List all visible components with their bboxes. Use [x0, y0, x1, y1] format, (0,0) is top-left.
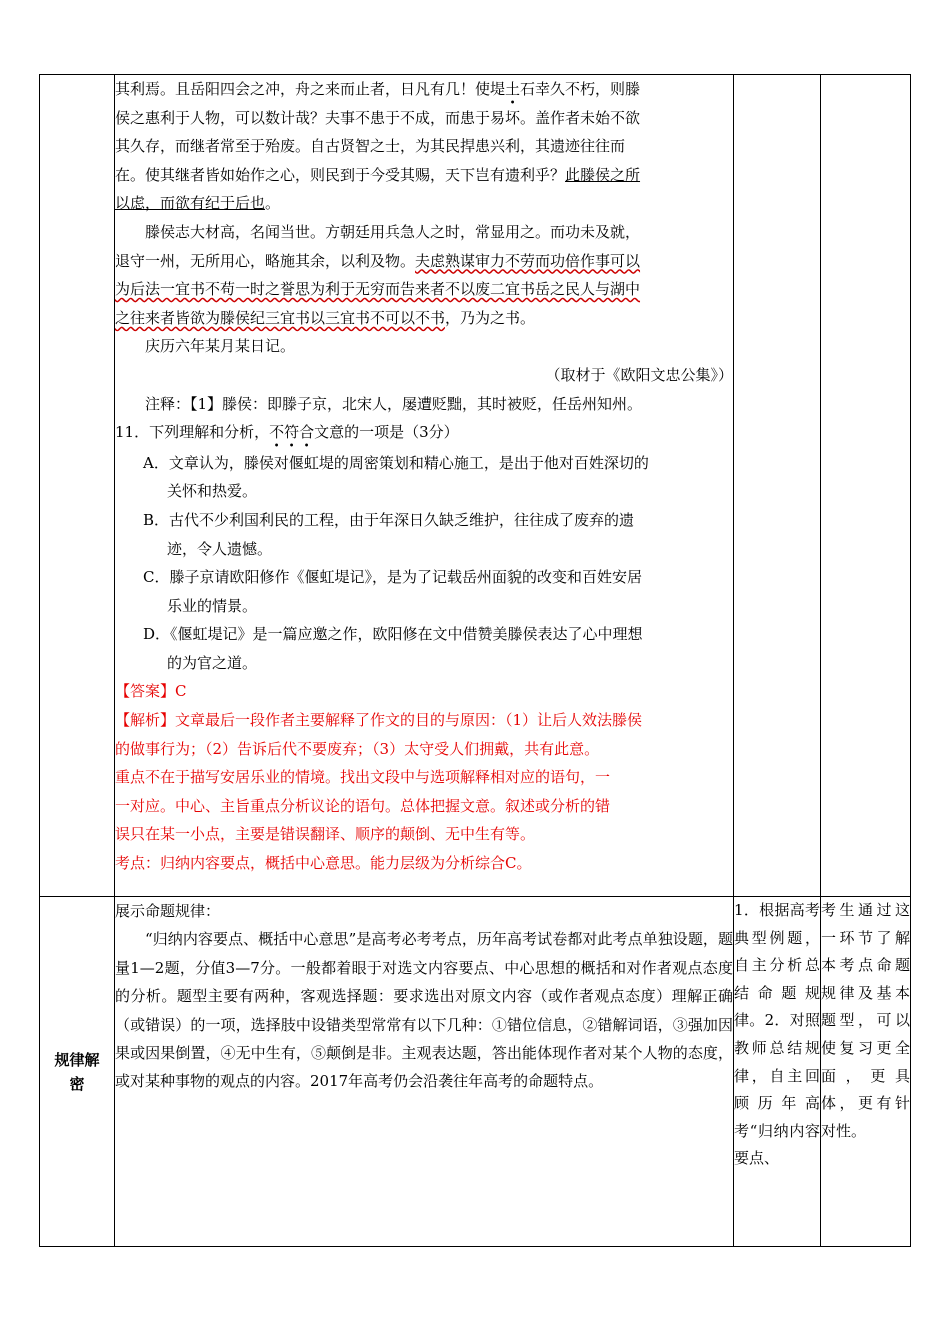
passage-line: 其久存，而继者常至于殆废。自古贤智之士，为其民捍患兴利，其遗迹往往而	[115, 137, 626, 156]
rules-body: “归纳内容要点、概括中心意思”是高考必考考点，历年高考试卷都对此考点单独设题，题量1—2题，分值3—7分。一般都着眼于对选文内容要点、中心思想的概括和对作者观点态度的分析。题型主要有两种，客观选择题：要求选出对原文内容（或作者观点态度）理解正确（或错误）的一项，选择肢中设错类型常常有以下几种：①错位信息，②错解词语，③强加因果或因果倒置，④无中生有，⑤颠倒是非。主观表达题，答出能体现作者对某个人物的态度，或对某种事物的观点的内容。2017年高考仍会沿袭往年高考的命题特点。	[115, 930, 733, 1091]
content-cell	[115, 75, 734, 897]
passage-line: 退守一州，无所用心，略施其余，以利及物。夫虑熟谋审力不劳而功倍作事可以	[115, 251, 641, 270]
passage-line: 以虑，而欲有纪于后也。	[115, 194, 281, 213]
passage-line: 其利焉。且岳阳四会之冲，舟之来而止者，日凡有几！使堤土石幸久不朽，则滕	[115, 80, 641, 98]
passage-line: 在。使其继者皆如始作之心，则民到于今受其赐，天下岂有遗利乎？此滕侯之所	[115, 165, 641, 184]
purpose-cell	[821, 75, 911, 897]
rules-cell	[115, 897, 734, 1247]
passage-note: 注释：【1】滕侯：即滕子京，北宋人，屡遭贬黜，其时被贬，任岳州知州。	[145, 394, 643, 413]
table-row	[40, 897, 911, 1247]
passage-line: 侯之惠利于人物，可以数计哉？夫事不患于不成，而患于易坏。盖作者未始不欲	[115, 108, 641, 127]
rules-title: 展示命题规律：	[115, 902, 221, 920]
kaodian: 考点：归纳内容要点，概括中心意思。能力层级为分析综合C。	[115, 854, 532, 873]
option-b: B．古代不少利国利民的工程，由于年深日久缺乏维护，往往成了废弃的遗 迹，令人遗憾。	[143, 510, 635, 558]
design-purpose: 考生通过这一环节了解本考点命题规律及基本题型，可以使复习更全面，更具体，更有针对性。	[821, 897, 911, 1247]
option-d: D．《偃虹堤记》是一篇应邀之作，欧阳修在文中借赞美滕侯表达了心中理想 的为官之道。	[143, 625, 643, 672]
passage-line: 之往来者皆欲为滕侯纪三宜书以三宜书不可以不书，乃为之书。	[115, 308, 536, 327]
passage-line: 为后法一宜书不苟一时之誉思为利于无穷而告来者不以废二宜书岳之民人与湖中	[115, 280, 641, 299]
option-a: A．文章认为，滕侯对偃虹堤的周密策划和精心施工，是出于他对百姓深切的 关怀和热爱。	[143, 453, 649, 501]
student-activity: 1．根据高考典型例题，自主分析总结命题规律。2．对照教师总结规律，自主回顾历年高考“归纳内容要点、	[734, 897, 821, 1247]
student-cell	[734, 75, 821, 897]
lesson-table	[39, 74, 911, 1247]
passage-source: （取材于《欧阳文忠公集》）	[545, 365, 733, 384]
option-c: C．滕子京请欧阳修作《偃虹堤记》，是为了记载岳州面貌的改变和百姓安居 乐业的情景。	[143, 568, 642, 615]
passage-line: 滕侯志大材高，名闻当世。方朝廷用兵急人之时，常显用之。而功未及就，	[145, 222, 641, 241]
analysis: 【解析】文章最后一段作者主要解释了作文的目的与原因：（1）让后人效法滕侯 的做事行为；（2）告诉后代不要废弃；（3）太守受人们拥戴，共有此意。 重点不在于描写安居乐业的情境。找出文段中与选项解释相对应的语句，一 一对应。中心、主旨重点分析议论的语句。总体把握文意。叙述或分析的错 误只在某一小点，主要是错误翻译、顺序的颠倒、无中生有等。	[115, 711, 643, 844]
question-stem: 11．下列理解和分析，不符合文意的一项是（3分）	[115, 423, 459, 442]
passage-date: 庆历六年某月某日记。	[145, 337, 296, 356]
stage-cell	[40, 75, 115, 897]
answer: 【答案】C	[115, 682, 187, 701]
table-row	[40, 75, 911, 897]
section-label: 规律解密	[40, 897, 115, 1247]
